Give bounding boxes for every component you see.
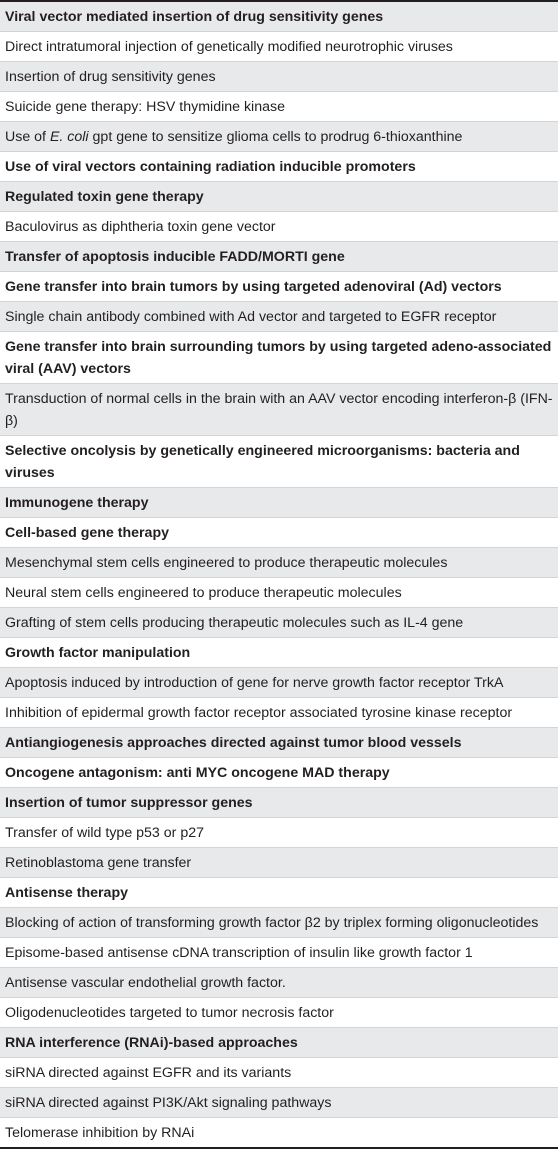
section-heading-row: Viral vector mediated insertion of drug sensitivity genes — [0, 2, 558, 32]
table-row: Blocking of action of transforming growth factor β2 by triplex forming oligonucleotides — [0, 908, 558, 938]
table-row: Grafting of stem cells producing therapeutic molecules such as IL-4 gene — [0, 608, 558, 638]
table-row: Mesenchymal stem cells engineered to produce therapeutic molecules — [0, 548, 558, 578]
table-row: Baculovirus as diphtheria toxin gene vector — [0, 212, 558, 242]
section-heading-row: Gene transfer into brain tumors by using targeted adenoviral (Ad) vectors — [0, 272, 558, 302]
section-heading-row: Regulated toxin gene therapy — [0, 182, 558, 212]
section-heading-row: Growth factor manipulation — [0, 638, 558, 668]
table-row: Apoptosis induced by introduction of gene for nerve growth factor receptor TrkA — [0, 668, 558, 698]
table-row: Antisense vascular endothelial growth factor. — [0, 968, 558, 998]
section-heading-row: Antiangiogenesis approaches directed against tumor blood vessels — [0, 728, 558, 758]
table-row: Insertion of drug sensitivity genes — [0, 62, 558, 92]
table-row: Retinoblastoma gene transfer — [0, 848, 558, 878]
table-row: Oligodenucleotides targeted to tumor necrosis factor — [0, 998, 558, 1028]
section-heading-row: Insertion of tumor suppressor genes — [0, 788, 558, 818]
section-heading-row: Immunogene therapy — [0, 488, 558, 518]
section-heading-row: Transfer of apoptosis inducible FADD/MORTI gene — [0, 242, 558, 272]
section-heading-row: Antisense therapy — [0, 878, 558, 908]
table-row: siRNA directed against EGFR and its variants — [0, 1058, 558, 1088]
table-row — [0, 122, 558, 152]
row-text-post: gpt gene to sensitize glioma cells to prodrug 6-thioxanthine — [88, 129, 463, 145]
table-row: Transduction of normal cells in the brain with an AAV vector encoding interferon-β (IFN-β) — [0, 384, 558, 436]
section-heading-row: Use of viral vectors containing radiation inducible promoters — [0, 152, 558, 182]
table-row: Inhibition of epidermal growth factor receptor associated tyrosine kinase receptor — [0, 698, 558, 728]
table-row: Single chain antibody combined with Ad vector and targeted to EGFR receptor — [0, 302, 558, 332]
section-heading-row: Oncogene antagonism: anti MYC oncogene MAD therapy — [0, 758, 558, 788]
section-heading-row: RNA interference (RNAi)-based approaches — [0, 1028, 558, 1058]
table-row: Neural stem cells engineered to produce therapeutic molecules — [0, 578, 558, 608]
table-row: Suicide gene therapy: HSV thymidine kinase — [0, 92, 558, 122]
section-heading-row: Selective oncolysis by genetically engineered microorganisms: bacteria and viruses — [0, 436, 558, 488]
section-heading-row: Gene transfer into brain surrounding tumors by using targeted adeno-associated viral (AAV) vectors — [0, 332, 558, 384]
row-text-italic: E. coli — [49, 129, 89, 145]
table-row: Telomerase inhibition by RNAi — [0, 1118, 558, 1149]
table-row: Episome-based antisense cDNA transcription of insulin like growth factor 1 — [0, 938, 558, 968]
table-row: Direct intratumoral injection of genetically modified neurotrophic viruses — [0, 32, 558, 62]
table-row: Transfer of wild type p53 or p27 — [0, 818, 558, 848]
table-row: siRNA directed against PI3K/Akt signaling pathways — [0, 1088, 558, 1118]
row-text-pre: Use of — [5, 129, 50, 145]
section-heading-row: Cell-based gene therapy — [0, 518, 558, 548]
